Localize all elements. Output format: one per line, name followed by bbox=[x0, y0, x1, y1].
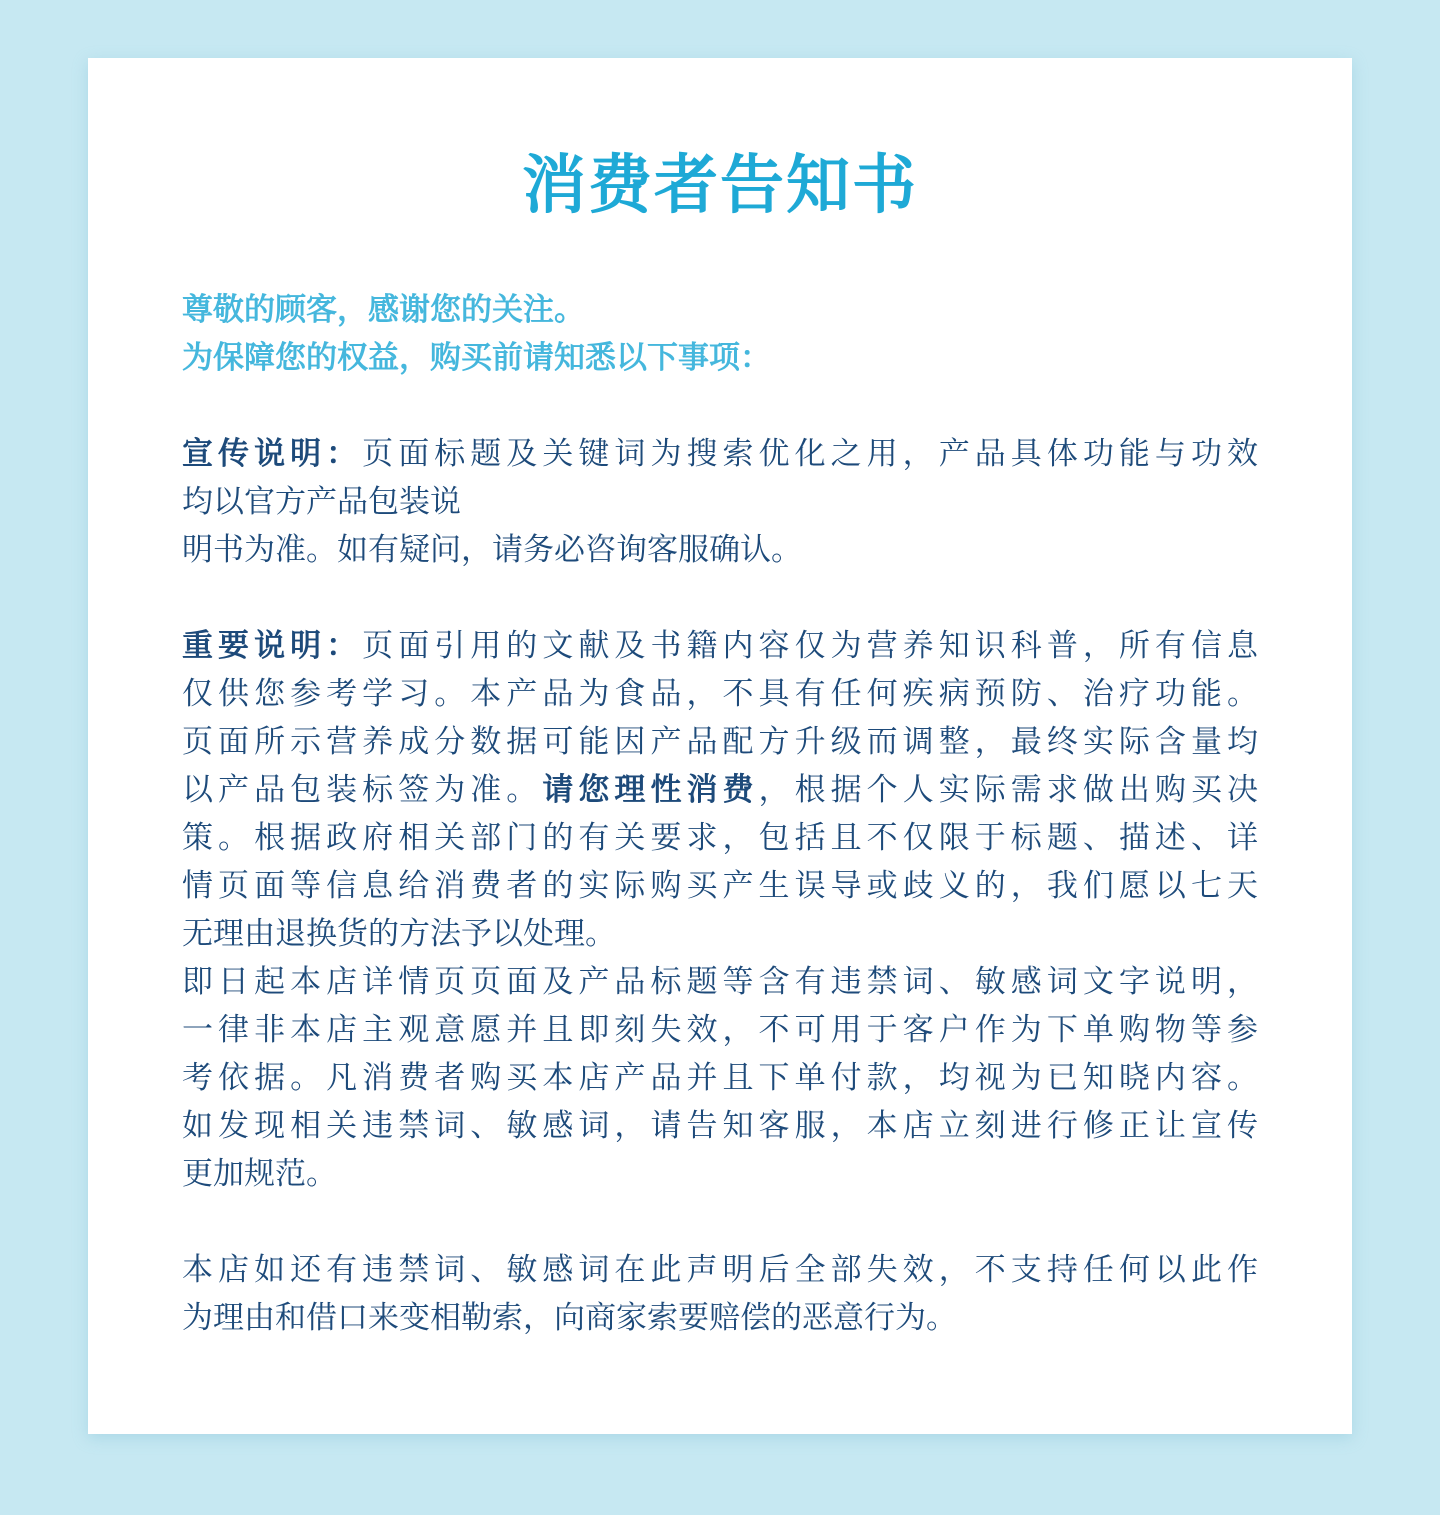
important-label: 重要说明： bbox=[182, 628, 363, 664]
important-line-4-pre: 以产品包装标签为准。 bbox=[182, 772, 543, 808]
final-line-1: 本店如还有违禁词、敏感词在此声明后全部失效，不支持任何以此作 bbox=[182, 1252, 1258, 1288]
important-line-7: 无理由退换货的方法予以处理。 bbox=[182, 916, 616, 952]
spacer bbox=[182, 574, 1258, 622]
important-line-10: 考依据。凡消费者购买本店产品并且下单付款，均视为已知晓内容。 bbox=[182, 1060, 1258, 1096]
rational-consumption-emphasis: 请您理性消费 bbox=[542, 772, 759, 808]
important-text: 页面引用的文献及书籍内容仅为营养知识科普，所有信息 bbox=[362, 628, 1258, 664]
important-line-11: 如发现相关违禁词、敏感词，请告知客服，本店立刻进行修正让宣传 bbox=[182, 1108, 1258, 1144]
important-line-4 bbox=[182, 766, 1258, 814]
greeting-line-2: 为保障您的权益，购买前请知悉以下事项： bbox=[182, 340, 771, 376]
spacer bbox=[182, 1198, 1258, 1246]
final-line-2: 为理由和借口来变相勒索，向商家索要赔偿的恶意行为。 bbox=[182, 1300, 957, 1336]
important-line-1 bbox=[182, 622, 1258, 670]
important-line-4-post: ，根据个人实际需求做出购买决 bbox=[758, 772, 1259, 808]
important-line-2: 仅供您参考学习。本产品为食品，不具有任何疾病预防、治疗功能。 bbox=[182, 676, 1258, 712]
promo-line-2: 均以官方产品包装说 bbox=[182, 484, 461, 520]
important-line-12: 更加规范。 bbox=[182, 1156, 337, 1192]
promo-line-3: 明书为准。如有疑问，请务必咨询客服确认。 bbox=[182, 532, 802, 568]
greeting-line-1: 尊敬的顾客，感谢您的关注。 bbox=[182, 292, 585, 328]
page-title: 消费者告知书 bbox=[522, 149, 918, 223]
important-line-6: 情页面等信息给消费者的实际购买产生误导或歧义的，我们愿以七天 bbox=[182, 868, 1258, 904]
important-line-3: 页面所示营养成分数据可能因产品配方升级而调整，最终实际含量均 bbox=[182, 724, 1258, 760]
important-line-5: 策。根据政府相关部门的有关要求，包括且不仅限于标题、描述、详 bbox=[182, 820, 1258, 856]
promo-text: 页面标题及关键词为搜索优化之用，产品具体功能与功效 bbox=[362, 436, 1258, 472]
spacer bbox=[182, 382, 1258, 430]
promo-line-1 bbox=[182, 430, 1258, 478]
important-line-9: 一律非本店主观意愿并且即刻失效，不可用于客户作为下单购物等参 bbox=[182, 1012, 1258, 1048]
important-line-8: 即日起本店详情页页面及产品标题等含有违禁词、敏感词文字说明， bbox=[182, 964, 1258, 1000]
notice-content bbox=[182, 286, 1258, 1342]
promo-label: 宣传说明： bbox=[182, 436, 363, 472]
